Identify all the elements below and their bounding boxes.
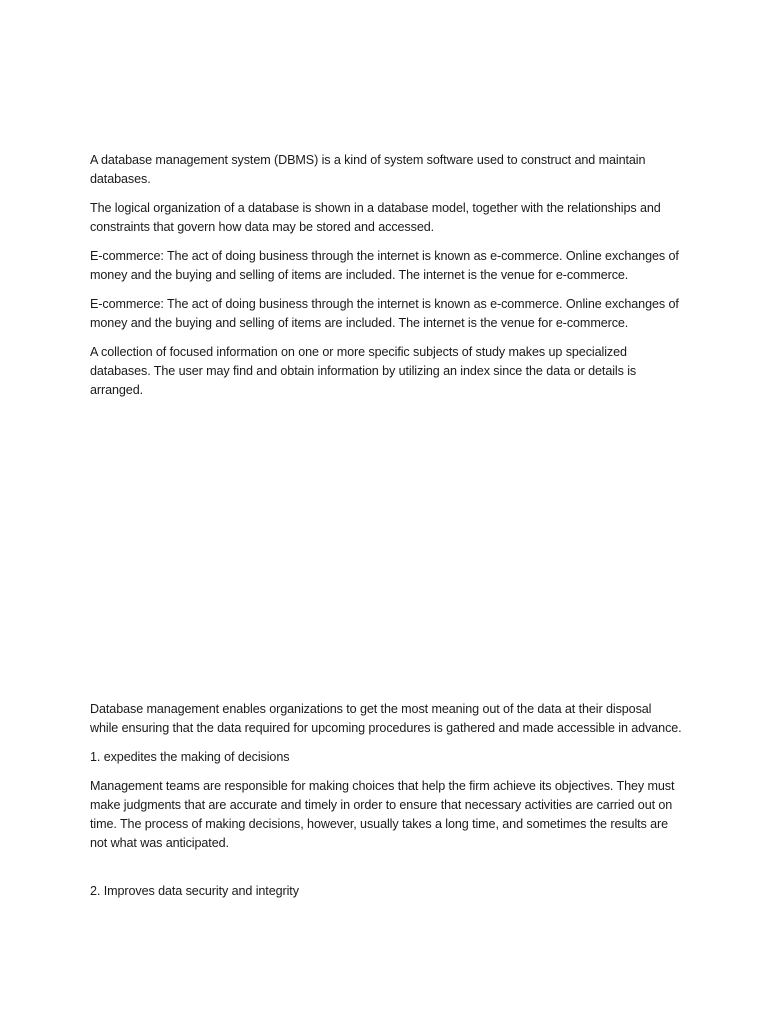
paragraph-database-management: Database management enables organizations to get the most meaning out of the data at their disposal while ensuring that the data required for upcoming procedures is gathered and made accessible in advance. <box>90 702 682 735</box>
bottom-text-block <box>90 700 682 911</box>
top-text-block <box>90 151 682 410</box>
list-item-heading-security: 2. Improves data security and integrity <box>90 884 299 898</box>
paragraph-management-teams: Management teams are responsible for making choices that help the firm achieve its objectives. They must make judgments that are accurate and timely in order to ensure that necessary activities are carried out on time. The process of making decisions, however, usually takes a long time, and sometimes the results are not what was anticipated. <box>90 779 675 850</box>
paragraph-ecommerce: E-commerce: The act of doing business through the internet is known as e-commerce. Online exchanges of money and the buying and selling of items are included. The internet is the venue for e-commerce. <box>90 249 679 282</box>
paragraph-specialized-databases: A collection of focused information on one or more specific subjects of study makes up specialized databases. The user may find and obtain information by utilizing an index since the data or details is arranged. <box>90 345 637 397</box>
list-item-heading-decisions: 1. expedites the making of decisions <box>90 750 290 764</box>
paragraph-database-model: The logical organization of a database is shown in a database model, together with the relationships and constraints that govern how data may be stored and accessed. <box>90 201 661 234</box>
paragraph-ecommerce-repeat: E-commerce: The act of doing business through the internet is known as e-commerce. Online exchanges of money and the buying and selling of items are included. The internet is the venue for e-commerce. <box>90 297 679 330</box>
paragraph-dbms-definition: A database management system (DBMS) is a kind of system software used to construct and maintain databases. <box>90 153 646 186</box>
